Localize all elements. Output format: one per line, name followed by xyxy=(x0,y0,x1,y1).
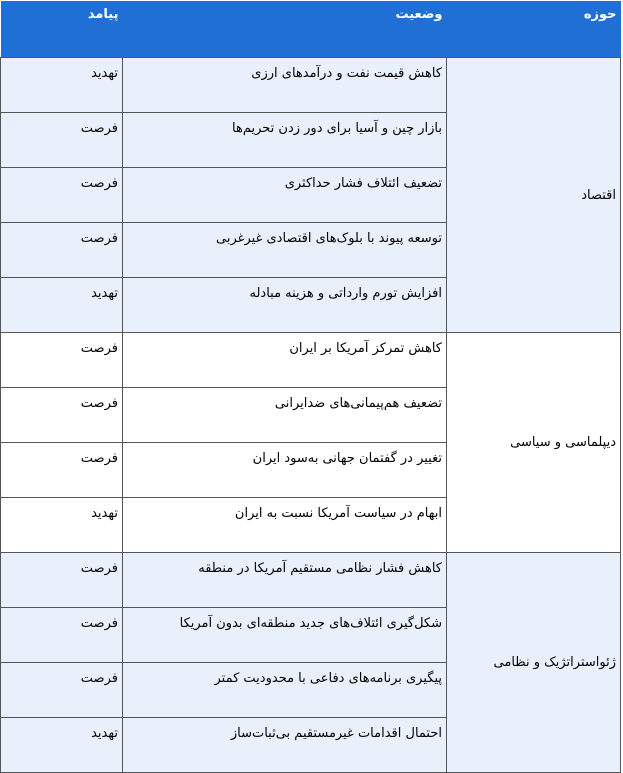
outcome-cell: فرصت xyxy=(1,608,123,663)
strategic-analysis-table xyxy=(1,1,621,741)
outcome-cell: فرصت xyxy=(1,663,123,718)
table xyxy=(0,1,621,773)
outcome-cell: تهدید xyxy=(1,718,123,773)
status-cell: احتمال اقدامات غیرمستقیم بی‌ثبات‌ساز xyxy=(123,718,447,773)
status-cell: کاهش فشار نظامی مستقیم آمریکا در منطقه xyxy=(123,553,447,608)
status-cell: تغییر در گفتمان جهانی به‌سود ایران xyxy=(123,443,447,498)
outcome-cell: فرصت xyxy=(1,168,123,223)
status-cell: توسعه پیوند با بلوک‌های اقتصادی غیرغربی xyxy=(123,223,447,278)
header-status: وضعیت xyxy=(123,1,447,58)
header-domain: حوزه xyxy=(447,1,621,58)
status-cell: شکل‌گیری ائتلاف‌های جدید منطقه‌ای بدون آمریکا xyxy=(123,608,447,663)
domain-cell-diplomacy: دیپلماسی و سیاسی xyxy=(447,333,621,553)
status-cell: افزایش تورم وارداتی و هزینه مبادله xyxy=(123,278,447,333)
domain-cell-geostrategic: ژئواستراتژیک و نظامی xyxy=(447,553,621,773)
status-cell: بازار چین و آسیا برای دور زدن تحریم‌ها xyxy=(123,113,447,168)
table-row xyxy=(1,553,621,608)
outcome-cell: فرصت xyxy=(1,388,123,443)
status-cell: تضعیف هم‌پیمانی‌های ضدایرانی xyxy=(123,388,447,443)
outcome-cell: فرصت xyxy=(1,553,123,608)
outcome-cell: تهدید xyxy=(1,58,123,113)
status-cell: ابهام در سیاست آمریکا نسبت به ایران xyxy=(123,498,447,553)
outcome-cell: فرصت xyxy=(1,443,123,498)
outcome-cell: فرصت xyxy=(1,113,123,168)
outcome-cell: فرصت xyxy=(1,223,123,278)
outcome-cell: تهدید xyxy=(1,498,123,553)
outcome-cell: تهدید xyxy=(1,278,123,333)
domain-cell-economy: اقتصاد xyxy=(447,58,621,333)
status-cell: تضعیف ائتلاف فشار حداکثری xyxy=(123,168,447,223)
status-cell: کاهش قیمت نفت و درآمدهای ارزی xyxy=(123,58,447,113)
table-row xyxy=(1,58,621,113)
header-row xyxy=(1,1,621,58)
outcome-cell: فرصت xyxy=(1,333,123,388)
status-cell: کاهش تمرکز آمریکا بر ایران xyxy=(123,333,447,388)
table-row xyxy=(1,333,621,388)
status-cell: پیگیری برنامه‌های دفاعی با محدودیت کمتر xyxy=(123,663,447,718)
header-outcome: پیامد xyxy=(1,1,123,58)
